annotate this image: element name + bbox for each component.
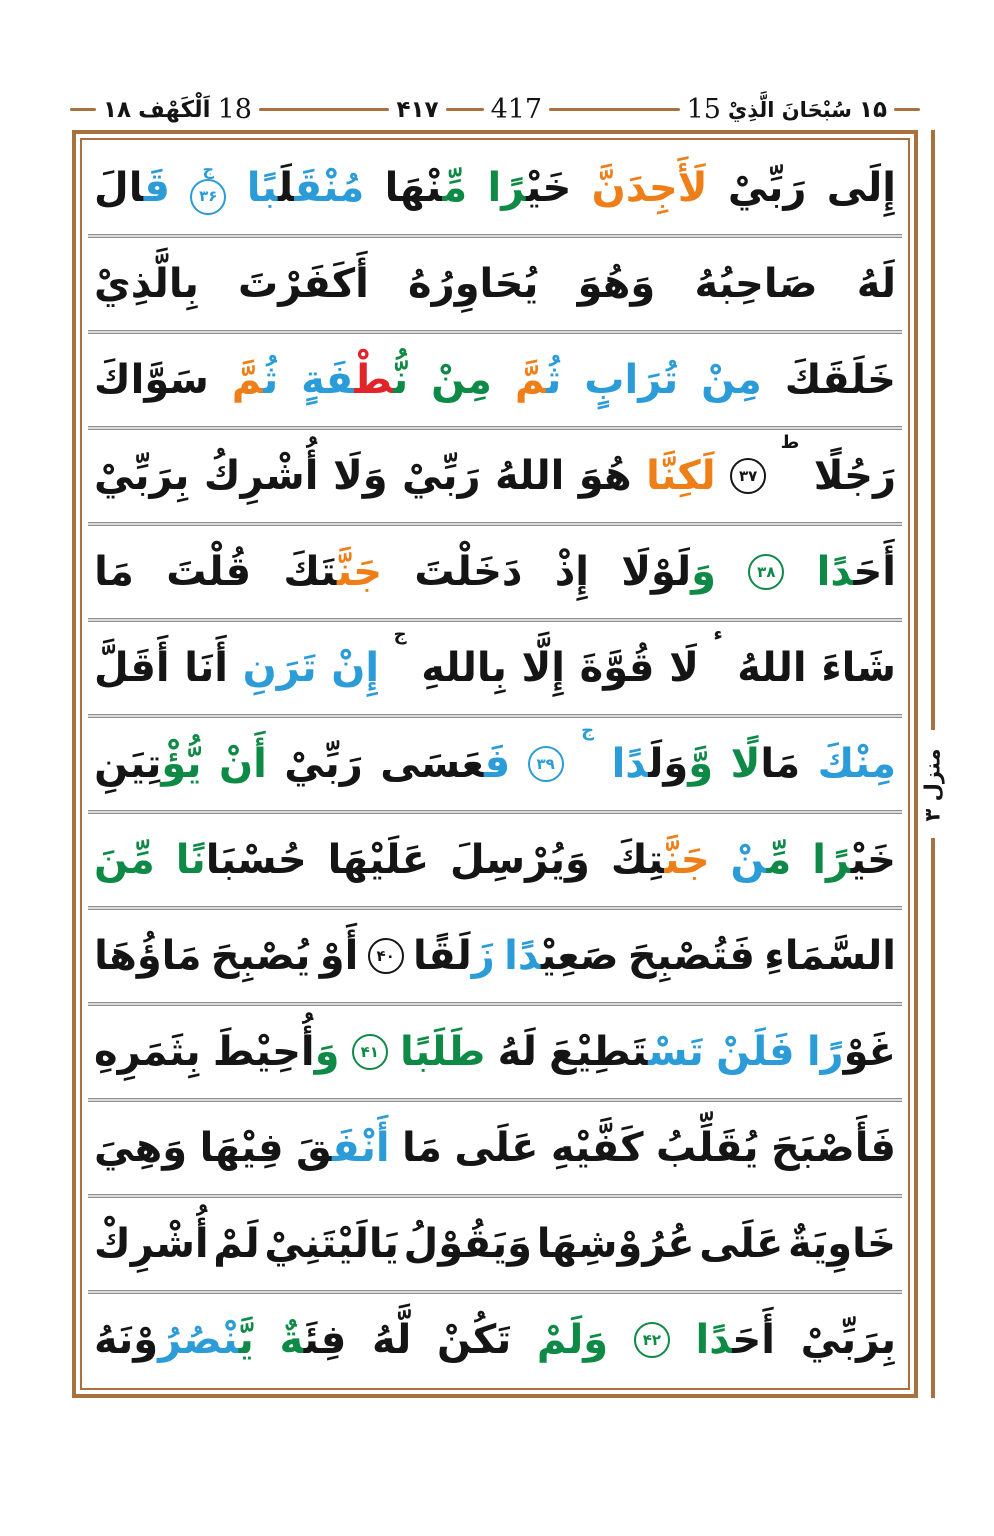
word: [412, 933, 495, 979]
word-segment: كَفَّيْهِ: [550, 1125, 644, 1171]
verse-number: ۳۸: [748, 554, 784, 590]
word-segment: ثُ: [263, 357, 279, 403]
word-segment: أَنْفَ: [332, 1125, 390, 1171]
word: [94, 1221, 209, 1267]
page-header: [70, 94, 920, 125]
word-segment: رَبِّيْ: [402, 453, 481, 499]
word-segment: أَوْ: [319, 933, 359, 979]
word-segment: دَخَلْتَ: [414, 549, 523, 595]
word-segment: قَ: [295, 1125, 333, 1171]
word: [454, 1125, 539, 1171]
word-segment: قُلْتَ: [166, 549, 252, 595]
word: [497, 1029, 537, 1075]
verse-marker: [368, 938, 404, 974]
word: [504, 933, 619, 979]
word: [514, 357, 562, 403]
word-segment: تِكَ: [610, 837, 665, 883]
word-segment: جَنَّ: [664, 837, 710, 883]
word: [319, 933, 359, 979]
word-segment: لًا: [730, 741, 761, 787]
word-segment: مِّ: [442, 165, 468, 211]
word-segment: وَهِيَ: [94, 1125, 188, 1171]
word-segment: عَلَى: [454, 1125, 539, 1171]
word: [210, 933, 311, 979]
word-segment: لَقًا: [412, 933, 472, 979]
word-segment: لَّهُ: [371, 1317, 412, 1363]
quran-line-7: [94, 718, 896, 810]
word-segment: تَكَ: [283, 549, 337, 595]
word-segment: مَّ: [514, 357, 547, 403]
word: [770, 1125, 896, 1171]
word: [94, 357, 209, 403]
word: [817, 741, 896, 787]
word-segment: أَحَ: [853, 549, 896, 595]
word-segment: مُنْقَ: [294, 165, 365, 211]
word: [327, 837, 430, 883]
word: [549, 1029, 704, 1075]
word-segment: أَقَلَّ: [94, 645, 170, 691]
manzil-note: منزل ۳: [920, 748, 944, 822]
stop-mark: ط: [780, 432, 800, 453]
word-segment: نُّ: [393, 357, 409, 403]
word-segment: خَيْ: [526, 165, 572, 211]
word: [384, 165, 468, 211]
word-segment: عَلَى: [699, 1221, 784, 1267]
page-number-arabic: ۴۱۷: [396, 96, 439, 123]
quran-line-5: [94, 526, 896, 618]
word-segment: أَكَفَرْتَ: [238, 261, 369, 307]
word: [621, 549, 717, 595]
word: [788, 1221, 896, 1267]
word: [408, 261, 539, 307]
word-segment: تُرَابٍ: [584, 357, 679, 403]
word-segment: خَيْ: [850, 837, 896, 883]
word-segment: وَلَ: [648, 741, 689, 787]
word-segment: وَلَمْ: [536, 1317, 609, 1363]
word-segment: رَبِّيْ: [284, 741, 363, 787]
word: [331, 645, 380, 691]
word-segment: وَ: [691, 549, 717, 595]
juz-number-arabic: ۱۵: [858, 96, 888, 123]
verse-marker: [748, 554, 784, 590]
surah-number-latin: 18: [217, 94, 252, 125]
word: [727, 165, 807, 211]
word-segment: إِلَى: [826, 165, 896, 211]
word-segment: لَأَجِدَنَّ: [591, 165, 708, 211]
verse-number: ۴۰: [368, 938, 404, 974]
surah-name: اَلْكَهْف: [138, 96, 211, 123]
header-rule: [70, 108, 96, 111]
word-segment: عَلَيْهَا: [327, 837, 430, 883]
word-segment: لَوْلَا: [621, 549, 692, 595]
word-segment: قَ: [143, 165, 170, 211]
word: [536, 1317, 609, 1363]
word: [579, 645, 655, 691]
word-segment: أَنْ: [218, 741, 267, 787]
quran-line-6: [94, 622, 896, 714]
word: [264, 1221, 399, 1267]
word: [487, 165, 572, 211]
word: [242, 645, 317, 691]
word: [94, 645, 170, 691]
verse-marker: [190, 159, 226, 215]
word-segment: يُحَاوِرُهُ: [408, 261, 539, 307]
juz-number-latin: 15: [686, 94, 721, 125]
word-segment: ةٌ: [279, 1317, 304, 1363]
quran-line-1: [94, 142, 896, 234]
word-segment: تَرَنِ: [242, 645, 317, 691]
stop-mark: ج: [581, 720, 595, 741]
word-segment: جَنَّ: [336, 549, 383, 595]
word-segment: طَلَبًا: [400, 1029, 486, 1075]
word: [436, 1317, 512, 1363]
quran-line-2: [94, 238, 896, 330]
header-rule: [259, 108, 390, 111]
word-segment: لَهُ: [497, 1029, 537, 1075]
word: [656, 1125, 759, 1171]
word-segment: نْصُرُ: [158, 1317, 239, 1363]
word-segment: بِالَّذِيْ: [94, 261, 199, 307]
word-segment: لَ: [278, 165, 295, 211]
word-segment: رًا: [487, 165, 527, 211]
word-segment: فَةٍ: [301, 357, 355, 403]
quran-line-8: [94, 814, 896, 906]
word-segment: مَا: [760, 741, 801, 787]
word-segment: الَ: [94, 165, 144, 211]
header-rule: [894, 108, 920, 111]
word: [813, 453, 896, 499]
word: [246, 165, 365, 211]
word-segment: صَاحِبُهُ: [694, 261, 818, 307]
word-segment: إِذْ: [554, 549, 589, 595]
word-segment: يُقَلِّبُ: [656, 1125, 759, 1171]
word: [184, 645, 228, 691]
quran-line-4: [94, 430, 896, 522]
word-segment: وَهُوَ: [577, 261, 656, 307]
word-segment: وْنَهُ: [94, 1317, 159, 1363]
word: [94, 1317, 254, 1363]
word-segment: زَ: [471, 933, 495, 979]
word: [94, 165, 170, 211]
page-frame: [72, 130, 918, 1398]
word-segment: فِئَ: [303, 1317, 347, 1363]
word-segment: لَكِنَّا: [646, 453, 716, 499]
word: [380, 741, 511, 787]
word-segment: إِنْ: [331, 645, 380, 691]
word-segment: أُحِيْطَ: [212, 1029, 315, 1075]
word-segment: قُوَّةَ: [579, 645, 655, 691]
word-segment: رًا: [812, 837, 851, 883]
quran-line-12: [94, 1198, 896, 1290]
word: [495, 453, 565, 499]
word-segment: مَا: [402, 1125, 442, 1171]
word-segment: بِرَبِّيْ: [800, 1317, 896, 1363]
quran-line-10: [94, 1006, 896, 1098]
word: [94, 741, 202, 787]
word-segment: شَاءَ: [821, 645, 896, 691]
word-segment: أُشْرِكْ: [94, 1221, 209, 1267]
word: [784, 357, 896, 403]
verse-marker: [730, 458, 766, 494]
verse-marker: [352, 1034, 388, 1070]
word-segment: أَنَا: [184, 645, 228, 691]
word-segment: اللهُ: [737, 645, 807, 691]
word-segment: السَّمَاءِ: [764, 933, 896, 979]
stop-mark: ج: [393, 624, 407, 645]
word: [856, 261, 896, 307]
word: [431, 357, 492, 403]
word: [301, 357, 409, 403]
word: [584, 357, 679, 403]
quran-line-9: [94, 910, 896, 1002]
stop-mark: ء: [713, 624, 723, 645]
word-segment: تَطِيْعَ: [549, 1029, 649, 1075]
word: [806, 1029, 896, 1075]
word: [716, 1029, 795, 1075]
word: [627, 933, 755, 979]
word-segment: يَّ: [238, 1317, 254, 1363]
word-segment: لَهُ: [856, 261, 896, 307]
word: [577, 261, 656, 307]
word-segment: خَلَقَكَ: [784, 357, 896, 403]
quran-line-13: [94, 1294, 896, 1386]
word-segment: فَلَنْ: [716, 1029, 795, 1075]
word: [279, 1317, 347, 1363]
word-segment: مِّنَ: [94, 837, 155, 883]
verse-marker: [634, 1322, 670, 1358]
word-segment: تِيَنِ: [94, 741, 162, 787]
word-segment: بِرَبِّيْ: [94, 453, 190, 499]
word: [283, 549, 383, 595]
word: [94, 549, 134, 595]
word-segment: يَالَيْتَنِيْ: [264, 1221, 399, 1267]
word: [610, 837, 710, 883]
word-segment: لَمْ: [213, 1221, 260, 1267]
word-segment: اللهُ: [495, 453, 565, 499]
word: [701, 357, 762, 403]
word-segment: عَسَى: [380, 741, 485, 787]
word-segment: رًا: [806, 1029, 844, 1075]
word: [166, 549, 252, 595]
word: [94, 1125, 188, 1171]
word: [218, 741, 267, 787]
word: [521, 645, 566, 691]
word-segment: أُشْرِكُ: [203, 453, 319, 499]
word-segment: رَبِّيْ: [727, 165, 807, 211]
word: [730, 837, 792, 883]
word-segment: مِنْكَ: [817, 741, 896, 787]
word-segment: سَوَّاكَ: [94, 357, 209, 403]
quran-line-3: [94, 334, 896, 426]
word-segment: وَ: [314, 1029, 340, 1075]
word: [578, 453, 632, 499]
word-segment: تَسْ: [648, 1029, 704, 1075]
word: [450, 837, 590, 883]
word-segment: يُصْبِحَ: [210, 933, 311, 979]
header-rule: [446, 108, 484, 111]
word: [295, 1125, 390, 1171]
word-segment: دًا: [504, 933, 541, 979]
word-segment: لَا: [669, 645, 699, 691]
word-segment: تَكُنْ: [436, 1317, 512, 1363]
stop-sign: ج: [202, 159, 215, 179]
verse-number: ۴۱: [352, 1034, 388, 1070]
word-segment: وَيَقُوْلُ: [403, 1221, 533, 1267]
word-segment: دًا: [816, 549, 854, 595]
word-segment: طْ: [354, 357, 394, 403]
word: [284, 741, 363, 787]
word-segment: ثُ: [546, 357, 562, 403]
word: [332, 453, 388, 499]
word-segment: فَأَصْبَحَ: [770, 1125, 896, 1171]
word-segment: حُسْبَا: [205, 837, 307, 883]
word-segment: مِنْ: [431, 357, 492, 403]
verse-number: ۴۲: [634, 1322, 670, 1358]
word: [611, 741, 714, 787]
juz-name: سُبْحَانَ الَّذِيْ: [727, 97, 852, 122]
word-segment: مَّ: [231, 357, 264, 403]
word-segment: يُّؤْ: [161, 741, 202, 787]
quran-lines: [80, 138, 910, 1390]
word: [400, 1029, 486, 1075]
word-segment: إِلَّا: [521, 645, 565, 691]
word: [699, 1221, 784, 1267]
verse-number: ۳۶: [190, 179, 226, 215]
page-number-latin: 417: [490, 94, 543, 125]
word-segment: دًا: [695, 1317, 733, 1363]
word-segment: نْهَا: [384, 165, 443, 211]
word-segment: وَلَا: [332, 453, 388, 499]
word: [764, 933, 896, 979]
word: [94, 933, 202, 979]
word: [94, 453, 190, 499]
word: [203, 453, 319, 499]
word: [812, 837, 896, 883]
word-segment: دًا: [611, 741, 649, 787]
word-segment: فَ: [484, 741, 511, 787]
word: [238, 261, 369, 307]
quran-line-11: [94, 1102, 896, 1194]
word-segment: مِنْ: [701, 357, 762, 403]
word-segment: بًا: [246, 165, 279, 211]
word-segment: بِثَمَرِهِ: [94, 1029, 201, 1075]
word: [402, 1125, 442, 1171]
word: [826, 165, 896, 211]
word: [536, 1221, 695, 1267]
word: [414, 549, 523, 595]
word: [591, 165, 708, 211]
word: [213, 1221, 260, 1267]
word-segment: هُوَ: [578, 453, 632, 499]
word: [821, 645, 896, 691]
verse-number: ۳۷: [730, 458, 766, 494]
word-segment: غَوْ: [843, 1029, 896, 1075]
word-segment: فَتُصْبِحَ: [627, 933, 755, 979]
word-segment: نًا: [175, 837, 206, 883]
word: [231, 357, 279, 403]
word: [550, 1125, 644, 1171]
margin-rule-bottom: [931, 838, 935, 1398]
word: [421, 645, 507, 691]
word: [800, 1317, 896, 1363]
word: [695, 1317, 775, 1363]
word-segment: مَاؤُهَا: [94, 933, 202, 979]
verse-marker: [528, 746, 564, 782]
word-segment: مَا: [94, 549, 134, 595]
word: [694, 261, 818, 307]
word: [669, 645, 699, 691]
word-segment: رَجُلًا: [813, 453, 896, 499]
word: [403, 1221, 533, 1267]
word: [737, 645, 807, 691]
word: [94, 261, 199, 307]
word: [212, 1029, 340, 1075]
word-segment: وَّ: [688, 741, 714, 787]
verse-number: ۳۹: [528, 746, 564, 782]
word-segment: خَاوِيَةٌ: [788, 1221, 896, 1267]
word-segment: وَيُرْسِلَ: [450, 837, 590, 883]
word: [94, 837, 155, 883]
surah-number-arabic: ۱۸: [103, 96, 132, 123]
word-segment: بِاللهِ: [421, 645, 507, 691]
word: [371, 1317, 412, 1363]
header-rule: [549, 108, 680, 111]
word-segment: صَعِيْ: [540, 933, 619, 979]
word: [730, 741, 801, 787]
word: [175, 837, 307, 883]
word-segment: فِيْهَا: [199, 1125, 284, 1171]
word-segment: أَحَ: [732, 1317, 775, 1363]
word: [94, 1029, 201, 1075]
word-segment: مِّ: [766, 837, 792, 883]
word-segment: عُرُوْشِهَا: [536, 1221, 695, 1267]
word: [646, 453, 716, 499]
word: [402, 453, 481, 499]
word-segment: نْ: [730, 837, 767, 883]
word: [554, 549, 589, 595]
margin-rule-top: [931, 130, 935, 730]
word: [816, 549, 896, 595]
word: [199, 1125, 284, 1171]
